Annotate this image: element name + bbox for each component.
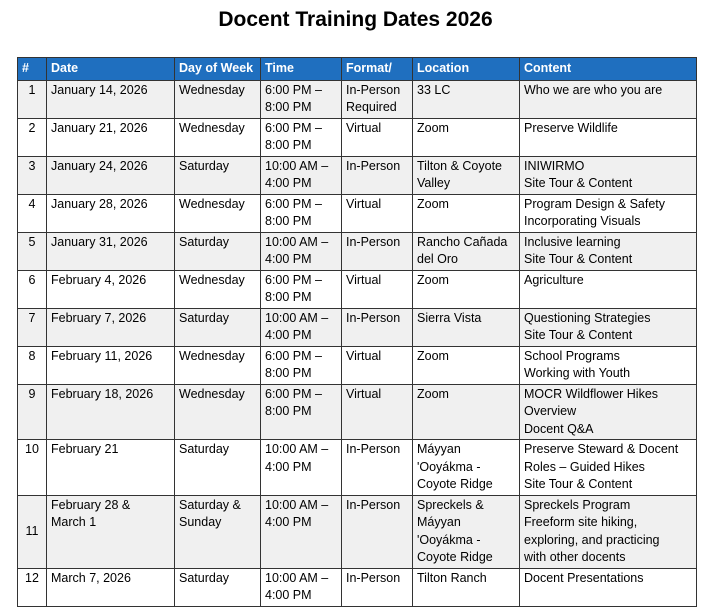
cell-content: Who we are who you are: [520, 80, 697, 118]
cell-day-of-week: Saturday: [175, 568, 261, 606]
table-row: [18, 232, 697, 270]
document-title: Docent Training Dates 2026: [218, 8, 493, 31]
cell-location: Zoom: [413, 194, 520, 232]
cell-day-of-week: Saturday: [175, 440, 261, 496]
cell-day-of-week: Wednesday: [175, 384, 261, 440]
cell-number: 2: [18, 118, 47, 156]
cell-day-of-week: Wednesday: [175, 80, 261, 118]
cell-format: In-Person: [342, 568, 413, 606]
cell-day-of-week: Wednesday: [175, 118, 261, 156]
cell-date: January 21, 2026: [47, 118, 175, 156]
cell-content: Inclusive learning Site Tour & Content: [520, 232, 697, 270]
cell-time: 10:00 AM – 4:00 PM: [261, 495, 342, 568]
cell-time: 6:00 PM – 8:00 PM: [261, 118, 342, 156]
col-header-time: Time: [261, 58, 342, 81]
cell-format: In-Person: [342, 308, 413, 346]
cell-day-of-week: Saturday: [175, 308, 261, 346]
table-row: [18, 440, 697, 496]
cell-number: 11: [18, 495, 47, 568]
cell-content: School Programs Working with Youth: [520, 346, 697, 384]
cell-day-of-week: Wednesday: [175, 270, 261, 308]
cell-format: Virtual: [342, 194, 413, 232]
table-row: [18, 270, 697, 308]
table-row: [18, 194, 697, 232]
cell-content: Docent Presentations: [520, 568, 697, 606]
cell-content: Preserve Wildlife: [520, 118, 697, 156]
cell-format: In-Person: [342, 440, 413, 496]
cell-time: 10:00 AM – 4:00 PM: [261, 308, 342, 346]
cell-time: 6:00 PM – 8:00 PM: [261, 270, 342, 308]
cell-location: Rancho Cañada del Oro: [413, 232, 520, 270]
cell-number: 4: [18, 194, 47, 232]
col-header-day: Day of Week: [175, 58, 261, 81]
cell-number: 3: [18, 156, 47, 194]
cell-format: Virtual: [342, 270, 413, 308]
table-row: [18, 118, 697, 156]
table-header-row: [18, 58, 697, 81]
cell-date: February 11, 2026: [47, 346, 175, 384]
cell-date: January 31, 2026: [47, 232, 175, 270]
cell-date: February 7, 2026: [47, 308, 175, 346]
cell-date: January 28, 2026: [47, 194, 175, 232]
cell-content: Agriculture: [520, 270, 697, 308]
table-row: [18, 495, 697, 568]
cell-time: 10:00 AM – 4:00 PM: [261, 568, 342, 606]
cell-date: January 24, 2026: [47, 156, 175, 194]
training-schedule-table: [17, 57, 697, 607]
cell-number: 5: [18, 232, 47, 270]
cell-content: Spreckels Program Freeform site hiking, exploring, and practicing with other docents: [520, 495, 697, 568]
cell-date: February 21: [47, 440, 175, 496]
cell-content: MOCR Wildflower Hikes Overview Docent Q&A: [520, 384, 697, 440]
cell-content: INIWIRMO Site Tour & Content: [520, 156, 697, 194]
cell-day-of-week: Saturday: [175, 156, 261, 194]
cell-format: In-Person: [342, 232, 413, 270]
cell-number: 6: [18, 270, 47, 308]
cell-location: Sierra Vista: [413, 308, 520, 346]
cell-format: Virtual: [342, 384, 413, 440]
cell-location: Zoom: [413, 384, 520, 440]
table-row: [18, 384, 697, 440]
cell-format: In-Person: [342, 495, 413, 568]
cell-location: Zoom: [413, 118, 520, 156]
cell-number: 12: [18, 568, 47, 606]
cell-time: 6:00 PM – 8:00 PM: [261, 194, 342, 232]
table-row: [18, 568, 697, 606]
cell-number: 9: [18, 384, 47, 440]
cell-time: 10:00 AM – 4:00 PM: [261, 232, 342, 270]
col-header-date: Date: [47, 58, 175, 81]
cell-time: 10:00 AM – 4:00 PM: [261, 156, 342, 194]
cell-format: Virtual: [342, 346, 413, 384]
cell-format: In-Person: [342, 156, 413, 194]
cell-content: Program Design & Safety Incorporating Visuals: [520, 194, 697, 232]
cell-day-of-week: Saturday & Sunday: [175, 495, 261, 568]
cell-number: 7: [18, 308, 47, 346]
col-header-content: Content: [520, 58, 697, 81]
cell-location: Tilton Ranch: [413, 568, 520, 606]
cell-number: 10: [18, 440, 47, 496]
cell-time: 6:00 PM – 8:00 PM: [261, 384, 342, 440]
table-row: [18, 80, 697, 118]
cell-number: 1: [18, 80, 47, 118]
col-header-number: #: [18, 58, 47, 81]
cell-location: Spreckels & Máyyan 'Ooyákma - Coyote Ridge: [413, 495, 520, 568]
col-header-format: Format/: [342, 58, 413, 81]
table-row: [18, 308, 697, 346]
table-row: [18, 156, 697, 194]
cell-content: Preserve Steward & Docent Roles – Guided Hikes Site Tour & Content: [520, 440, 697, 496]
cell-date: February 4, 2026: [47, 270, 175, 308]
cell-time: 10:00 AM – 4:00 PM: [261, 440, 342, 496]
cell-location: 33 LC: [413, 80, 520, 118]
cell-date: January 14, 2026: [47, 80, 175, 118]
cell-location: Zoom: [413, 270, 520, 308]
cell-format: In-Person Required: [342, 80, 413, 118]
cell-format: Virtual: [342, 118, 413, 156]
cell-time: 6:00 PM – 8:00 PM: [261, 80, 342, 118]
cell-day-of-week: Saturday: [175, 232, 261, 270]
cell-content: Questioning Strategies Site Tour & Content: [520, 308, 697, 346]
cell-location: Máyyan 'Ooyákma - Coyote Ridge: [413, 440, 520, 496]
cell-date: March 7, 2026: [47, 568, 175, 606]
cell-location: Tilton & Coyote Valley: [413, 156, 520, 194]
cell-location: Zoom: [413, 346, 520, 384]
col-header-location: Location: [413, 58, 520, 81]
cell-date: February 18, 2026: [47, 384, 175, 440]
cell-number: 8: [18, 346, 47, 384]
cell-date: February 28 & March 1: [47, 495, 175, 568]
cell-time: 6:00 PM – 8:00 PM: [261, 346, 342, 384]
cell-day-of-week: Wednesday: [175, 194, 261, 232]
table-row: [18, 346, 697, 384]
cell-day-of-week: Wednesday: [175, 346, 261, 384]
